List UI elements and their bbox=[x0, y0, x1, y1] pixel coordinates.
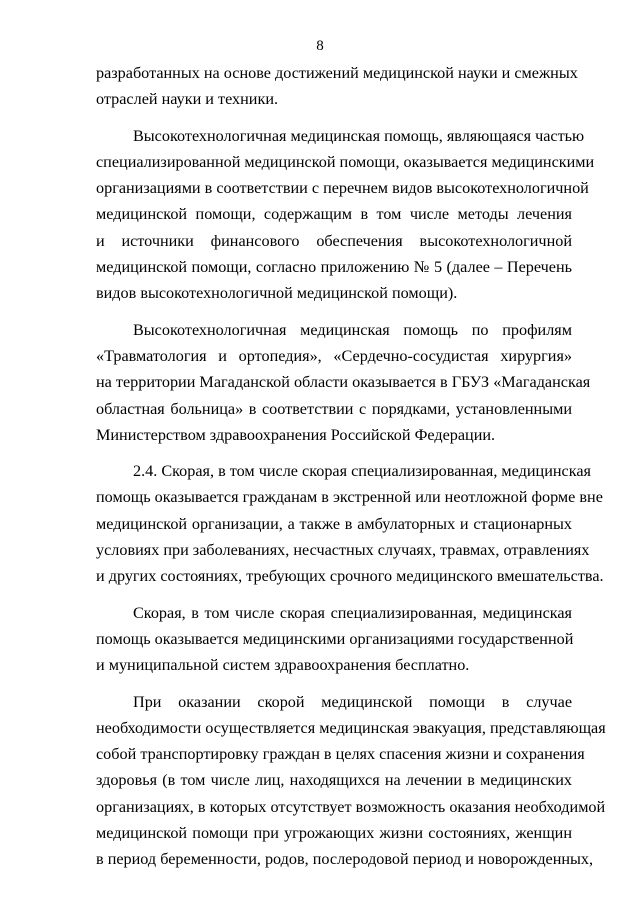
text-line: областная больница» в соответствии с порядками, установленными bbox=[96, 399, 572, 418]
text-line: помощь оказывается медицинскими организациями государственной bbox=[96, 629, 574, 648]
text-line: и других состояниях, требующих срочного медицинского вмешательства. bbox=[96, 567, 604, 586]
text-line: организациях, в которых отсутствует возможность оказания необходимой bbox=[96, 797, 606, 816]
text-line: медицинской помощи при угрожающих жизни состояниях, женщин bbox=[96, 824, 572, 843]
text-line: на территории Магаданской области оказывается в ГБУЗ «Магаданская bbox=[96, 373, 591, 392]
text-line: и источники финансового обеспечения высокотехнологичной bbox=[96, 231, 572, 250]
text-line: специализированной медицинской помощи, оказывается медицинскими bbox=[96, 152, 595, 171]
paragraph bbox=[96, 458, 604, 589]
paragraph bbox=[96, 600, 572, 679]
paragraph bbox=[96, 60, 578, 113]
text-line: условиях при заболеваниях, несчастных случаях, травмах, отравлениях bbox=[96, 541, 590, 560]
text-line: Скорая, в том числе скорая специализированная, медицинская bbox=[133, 603, 572, 622]
text-line: медицинской организации, а также в амбулаторных и стационарных bbox=[96, 514, 572, 533]
text-line: медицинской помощи, согласно приложению № 5 (далее – Перечень bbox=[96, 258, 572, 277]
text-line: Высокотехнологичная медицинская помощь по профилям bbox=[133, 320, 572, 339]
text-line: помощь оказывается гражданам в экстренной или неотложной форме вне bbox=[96, 488, 603, 507]
text-line: 2.4. Скорая, в том числе скорая специализированная, медицинская bbox=[133, 462, 591, 481]
text-line: Высокотехнологичная медицинская помощь, являющаяся частью bbox=[133, 126, 585, 145]
paragraph bbox=[96, 317, 591, 448]
text-line: медицинской помощи, содержащим в том числе методы лечения bbox=[96, 205, 572, 224]
text-line: и муниципальной систем здравоохранения бесплатно. bbox=[96, 656, 470, 675]
text-line: «Травматология и ортопедия», «Сердечно-сосудистая хирургия» bbox=[96, 346, 572, 365]
text-line: в период беременности, родов, послеродовой период и новорожденных, bbox=[96, 850, 594, 869]
page-number: 8 bbox=[316, 38, 324, 54]
text-line: организациями в соответствии с перечнем видов высокотехнологичной bbox=[96, 179, 589, 198]
text-line: собой транспортировку граждан в целях спасения жизни и сохранения bbox=[96, 745, 585, 764]
text-line: видов высокотехнологичной медицинской помощи). bbox=[96, 284, 458, 303]
text-line: При оказании скорой медицинской помощи в случае bbox=[133, 692, 572, 711]
text-line: здоровья (в том числе лиц, находящихся на лечении в медицинских bbox=[96, 771, 572, 790]
document-body bbox=[96, 60, 606, 873]
text-line: отраслей науки и техники. bbox=[96, 90, 279, 109]
text-line: Министерством здравоохранения Российской Федерации. bbox=[96, 425, 496, 444]
text-line: разработанных на основе достижений медицинской науки и смежных bbox=[96, 64, 578, 82]
text-line: необходимости осуществляется медицинская эвакуация, представляющая bbox=[96, 718, 606, 737]
paragraph bbox=[96, 123, 595, 307]
paragraph bbox=[96, 689, 606, 873]
